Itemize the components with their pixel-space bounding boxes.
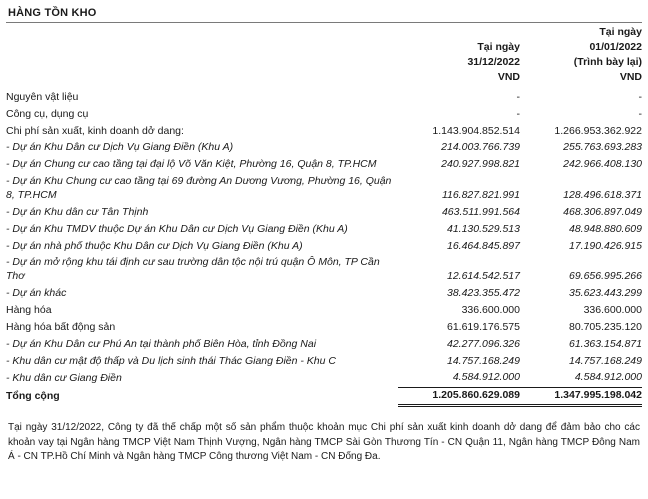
row-value-2021: 17.190.426.915 <box>569 239 642 252</box>
table-row <box>6 174 642 205</box>
row-label: Chi phí sản xuất, kinh doanh dở dang: <box>6 124 184 137</box>
row-value-2021: - <box>638 90 642 103</box>
row-label: - Dự án Khu dân cư Tân Thịnh <box>6 205 149 218</box>
row-value-2022: 4.584.912.000 <box>398 370 520 387</box>
row-value-2022: 16.464.845.897 <box>447 239 520 252</box>
table-row <box>6 303 642 320</box>
row-value-2021: 4.584.912.000 <box>520 370 642 387</box>
row-value-2021: 80.705.235.120 <box>569 320 642 333</box>
row-label: - Dự án nhà phố thuộc Khu Dân cư Dịch Vụ Giang Điền (Khu A) <box>6 239 303 252</box>
table-row <box>6 157 642 174</box>
row-value-2022: 38.423.355.472 <box>447 287 520 300</box>
table-row <box>6 89 642 106</box>
row-label: Hàng hóa <box>6 304 52 317</box>
total-value-2021: 1.347.995.198.042 <box>520 387 642 405</box>
row-label: - Dự án Khu Dân cư Dịch Vụ Giang Điền (Khu A) <box>6 141 234 154</box>
row-label: - Dự án khác <box>6 287 67 300</box>
row-value-2022: 12.614.542.517 <box>447 270 520 283</box>
total-value-2022: 1.205.860.629.089 <box>398 387 520 405</box>
inventory-table <box>6 23 642 407</box>
row-value-2022: 463.511.991.564 <box>441 205 520 218</box>
table-row <box>6 370 642 387</box>
row-label: - Dự án mở rộng khu tái định cư sau trường dân tộc nội trú quận Ô Môn, TP Cần Thơ <box>6 256 380 283</box>
row-value-2022: - <box>516 90 520 103</box>
row-label: Hàng hóa bất động sản <box>6 320 116 333</box>
row-value-2022: 116.827.821.991 <box>441 189 520 202</box>
row-label: - Dự án Khu Dân cư Phú An tại thành phố Biên Hòa, tỉnh Đồng Nai <box>6 337 317 350</box>
row-value-2021: 35.623.443.299 <box>569 287 642 300</box>
row-value-2022: 1.143.904.852.514 <box>432 124 520 137</box>
table-row <box>6 336 642 353</box>
table-row <box>6 353 642 370</box>
total-row <box>6 387 642 405</box>
table-row <box>6 255 642 286</box>
table-header-row <box>6 23 642 89</box>
row-value-2021: 69.656.995.266 <box>569 270 642 283</box>
table-row <box>6 123 642 140</box>
row-value-2021: 14.757.168.249 <box>569 354 642 367</box>
row-value-2022: - <box>516 107 520 120</box>
table-row <box>6 140 642 157</box>
row-label: - Dự án Khu Chung cư cao tầng tại 69 đường An Dương Vương, Phường 16, Quận 8, TP.HCM <box>6 175 392 202</box>
table-row <box>6 106 642 123</box>
column-header-2022: Tại ngày 31/12/2022 VND <box>467 40 520 84</box>
table-row <box>6 238 642 255</box>
row-value-2022: 41.130.529.513 <box>447 222 520 235</box>
row-value-2021: 61.363.154.871 <box>569 337 642 350</box>
row-value-2021: 128.496.618.371 <box>563 189 642 202</box>
row-label: - Dự án Khu TMDV thuộc Dự án Khu Dân cư Dịch Vụ Giang Điền (Khu A) <box>6 222 348 235</box>
footnote-text: Tại ngày 31/12/2022, Công ty đã thế chấp một số sản phẩm thuộc khoản mục Chi phí sản xuất kinh doanh dở dang để đảm bảo cho các khoản vay tại Ngân hàng TMCP Việt Nam Thịnh Vượng, Ngân hàng TMCP Sài Gòn Thương Tín - CN Quận 11, Ngân hàng TMCP Đông Nam Á - CN TP.Hồ Chí Minh và Ngân hàng TMCP Công thương Việt Nam - CN Đống Đa. <box>8 422 640 463</box>
column-header-2021-restated: Tại ngày 01/01/2022 (Trình bày lại) VND <box>573 25 642 84</box>
row-value-2021: - <box>638 107 642 120</box>
row-value-2021: 48.948.880.609 <box>569 222 642 235</box>
row-value-2021: 242.966.408.130 <box>563 158 642 171</box>
table-row <box>6 204 642 221</box>
row-value-2022: 14.757.168.249 <box>447 354 520 367</box>
header-blank <box>6 23 398 89</box>
row-value-2022: 214.003.766.739 <box>441 141 520 154</box>
row-value-2022: 42.277.096.326 <box>447 337 520 350</box>
row-value-2022: 61.619.176.575 <box>447 320 520 333</box>
row-value-2022: 336.600.000 <box>461 304 520 317</box>
table-row <box>6 221 642 238</box>
row-label: - Khu dân cư mật độ thấp và Du lịch sinh thái Thác Giang Điền - Khu C <box>6 354 336 367</box>
row-label: Công cụ, dụng cụ <box>6 107 89 120</box>
row-value-2021: 336.600.000 <box>583 304 642 317</box>
row-value-2021: 468.306.897.049 <box>563 205 642 218</box>
row-value-2021: 255.763.693.283 <box>563 141 642 154</box>
page-title: HÀNG TỒN KHO <box>8 7 97 19</box>
row-label: - Dự án Chung cư cao tầng tại đại lộ Võ Văn Kiệt, Phường 16, Quận 8, TP.HCM <box>6 158 377 171</box>
row-label: - Khu dân cư Giang Điền <box>6 371 122 384</box>
row-value-2021: 1.266.953.362.922 <box>554 124 642 137</box>
total-label: Tổng cộng <box>6 390 60 403</box>
row-label: Nguyên vật liệu <box>6 90 79 103</box>
table-row <box>6 286 642 303</box>
row-value-2022: 240.927.998.821 <box>441 158 520 171</box>
table-row <box>6 319 642 336</box>
